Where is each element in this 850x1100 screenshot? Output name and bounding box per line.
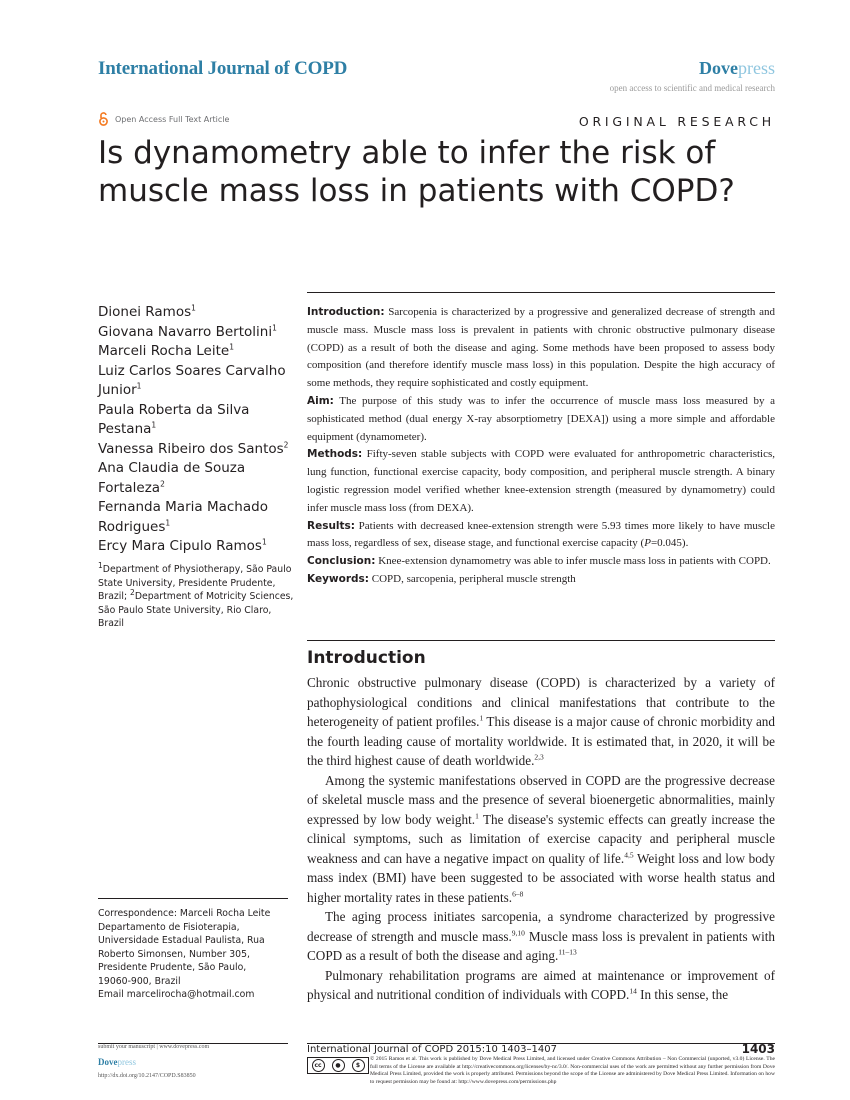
introduction-heading: Introduction <box>307 648 426 668</box>
abstract-introduction: Introduction: Sarcopenia is characterized by a progressive and generalized decrease of strength and muscle mass. Muscle mass loss is prevalent in patients with chronic obstructive pulmonary disease (COPD) as a result of both the disease and aging. Some methods have been proposed to assess body composition (and therefore identify muscle mass loss) in this population. Despite the high accuracy of some methods, they require sophisticated and costly equipment. <box>307 306 775 390</box>
author: Luiz Carlos Soares Carvalho Junior$^1$ <box>98 362 286 398</box>
author: Fernanda Maria Machado Rodrigues$^1$ <box>98 499 268 535</box>
author: Giovana Navarro Bertolini$^1$ <box>98 323 277 340</box>
body-paragraph: The aging process initiates sarcopenia, a syndrome characterized by progressive decrease of strength and muscle mass.$^{9,10}$ Muscle mass loss is prevalent in patients with COPD as a result of both the disease and aging.$^{11-13}$ <box>307 909 776 963</box>
dovepress-logo-dove: Dove <box>699 58 738 78</box>
correspondence-line: Correspondence: Marceli Rocha Leite <box>98 908 271 919</box>
cc-icon: cc <box>312 1059 325 1072</box>
correspondence-line: 19060-900, Brazil <box>98 975 181 987</box>
article-title: Is dynamometry able to infer the risk of muscle mass loss in patients with COPD? <box>98 135 735 209</box>
correspondence-line: Universidade Estadual Paulista, Rua <box>98 935 265 946</box>
dovepress-logo-press: press <box>738 58 775 78</box>
open-access-lock-icon <box>98 112 109 126</box>
creative-commons-badge[interactable] <box>307 1057 369 1074</box>
author: Dionei Ramos$^1$ <box>98 303 196 320</box>
abstract-conclusion: Conclusion: Knee-extension dynamometry was able to infer muscle mass loss in patients with COPD. <box>307 555 771 568</box>
footer-dovepress-logo: Dovepress <box>98 1057 136 1067</box>
abstract-aim: Aim: The purpose of this study was to infer the occurrence of muscle mass loss measured by a sophisticated method (dual energy X-ray absorptiometry [DEXA]) using a more simple and affordable equipment (dynamometer). <box>307 394 775 443</box>
correspondence-email[interactable]: Email marcelirocha@hotmail.com <box>98 989 255 1000</box>
journal-name: International Journal of COPD <box>98 58 348 79</box>
body-paragraph: Pulmonary rehabilitation programs are aimed at maintenance or improvement of physical and nutritional condition of individuals with COPD.$^{14}$ In this sense, the <box>307 967 775 1002</box>
correspondence-divider <box>98 898 288 899</box>
abstract-methods: Methods: Fifty-seven stable subjects with COPD were evaluated for anthropometric characteristics, lung function, functional exercise capacity, body composition, and peripheral muscle strength. A binary logistic regression model verified whether knee-extension strength (measured by dynamometry) could infer muscle mass loss (from DEXA). <box>307 448 776 514</box>
correspondence-block <box>98 907 298 1002</box>
by-icon: ● <box>332 1059 345 1072</box>
article-type: ORIGINAL RESEARCH <box>578 114 775 129</box>
abstract-divider-bottom <box>307 640 775 641</box>
journal-citation: International Journal of COPD 2015:10 1403–1407 <box>307 1044 557 1055</box>
submit-manuscript-link[interactable]: submit your manuscript | www.dovepress.com <box>98 1044 210 1050</box>
body-paragraph: Chronic obstructive pulmonary disease (COPD) is characterized by a variety of pathophysiological conditions and clinical manifestations that contribute to the heterogeneity of patient profiles.$^1$ This disease is a major cause of chronic morbidity and the fourth leading cause of mortality worldwide. It is estimated that, in 2020, it will be the third highest cause of death worldwide.$^{2,3}$ <box>307 675 775 768</box>
correspondence-line: Presidente Prudente, São Paulo, <box>98 962 247 973</box>
dovepress-logo <box>699 58 775 79</box>
author: Ercy Mara Cipulo Ramos$^1$ <box>98 537 267 554</box>
doi-link[interactable]: http://dx.doi.org/10.2147/COPD.S83850 <box>98 1073 196 1079</box>
author: Vanessa Ribeiro dos Santos$^2$ <box>98 440 289 457</box>
page-number: 1403 <box>741 1042 775 1056</box>
open-access-badge <box>98 112 229 126</box>
abstract <box>307 304 775 589</box>
dovepress-tagline: open access to scientific and medical research <box>609 83 775 93</box>
author-list <box>98 303 293 557</box>
abstract-keywords: Keywords: COPD, sarcopenia, peripheral muscle strength <box>307 572 576 585</box>
correspondence-line: Roberto Simonsen, Number 305, <box>98 948 250 960</box>
body-paragraph: Among the systemic manifestations observed in COPD are the progressive decrease of skeletal muscle mass and the presence of several bioenergetic abnormalities, mainly expressed by low body weight.$^1$ The disease's systemic effects can greatly increase the clinical symptoms, such as limitation of exercise capacity and peripheral muscle weakness and can have a negative impact on quality of life.$^{4,5}$ Weight loss and low body mass index (BMI) have been suggested to be associated with worse health status and higher mortality rates in these patients.$^{6-8}$ <box>307 772 775 905</box>
nc-icon: $ <box>352 1059 365 1072</box>
author: Marceli Rocha Leite$^1$ <box>98 342 234 359</box>
correspondence-line: Departamento de Fisioterapia, <box>98 921 240 933</box>
license-text: © 2015 Ramos et al. This work is published by Dove Medical Press Limited, and licensed under Creative Commons Attribution – Non Commercial (unported, v3.0) License. The full terms of the License are available at http://creativecommons.org/licenses/by-nc/3.0/. Non-commercial uses of the work are permitted without any further permission from Dove Medical Press Limited, provided the work is properly attributed. Permissions beyond the scope of the License are administered by Dove Medical Press Limited. Information on how to request permission may be found at: http://www.dovepress.com/permissions.php <box>370 1056 775 1085</box>
abstract-results: Results: Patients with decreased knee-extension strength were 5.93 times more likely to have muscle mass loss, regardless of sex, disease stage, and functional exercise capacity (P=0.045). <box>307 519 775 550</box>
affiliations: $^1$Department of Physiotherapy, São Paulo State University, Presidente Prudente, Brazil; $^2$Department of Motricity Sciences, São Paulo State University, Rio Claro, Brazil <box>98 560 294 629</box>
author: Paula Roberta da Silva Pestana$^1$ <box>98 401 250 437</box>
abstract-divider-top <box>307 292 775 293</box>
open-access-label: Open Access Full Text Article <box>115 114 230 124</box>
author: Ana Claudia de Souza Fortaleza$^2$ <box>98 460 246 496</box>
introduction-body <box>307 673 775 1005</box>
